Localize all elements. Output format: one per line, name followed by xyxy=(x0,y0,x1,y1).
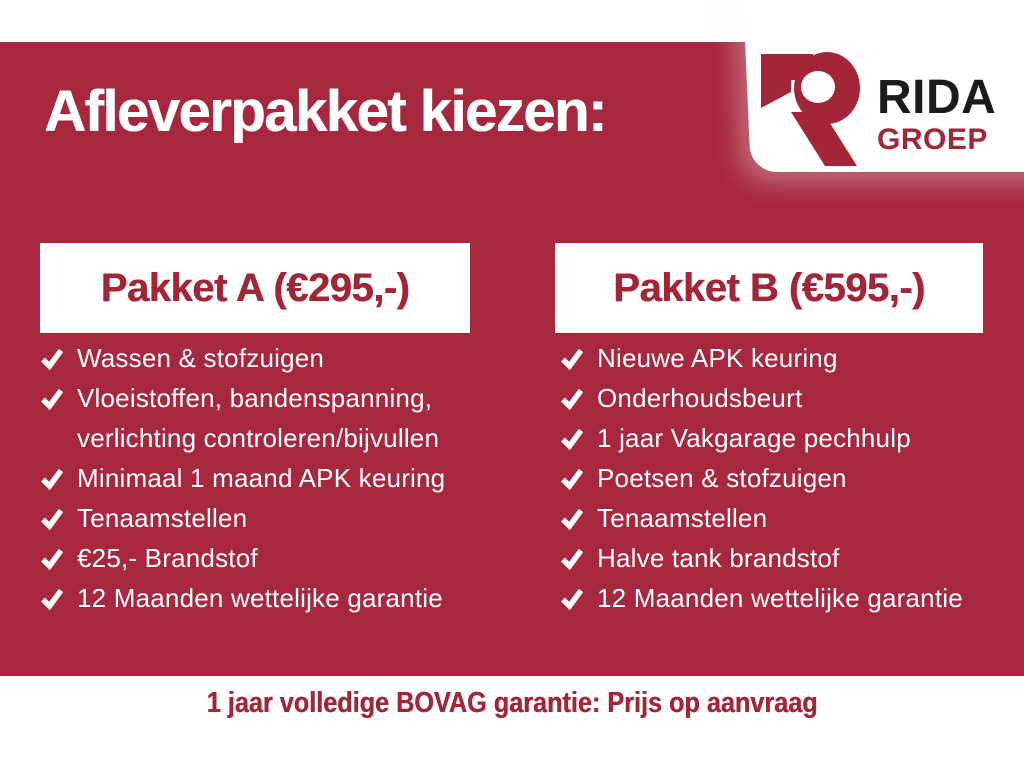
list-item-label: Nieuwe APK keuring xyxy=(597,343,838,373)
list-item xyxy=(560,498,992,538)
check-icon xyxy=(40,386,64,410)
check-icon xyxy=(560,546,584,570)
page-title: Afleverpakket kiezen: xyxy=(44,79,606,144)
brand-subname: GROEP xyxy=(877,123,988,156)
list-item xyxy=(40,458,475,498)
package-b-title: Pakket B (€595,-) xyxy=(613,265,925,310)
list-item-label: Tenaamstellen xyxy=(77,503,248,533)
list-item xyxy=(560,338,992,378)
list-item-label: Minimaal 1 maand APK keuring xyxy=(77,463,446,493)
check-icon xyxy=(40,546,64,570)
list-item xyxy=(560,578,992,618)
check-icon xyxy=(560,346,584,370)
list-item-label: 12 Maanden wettelijke garantie xyxy=(597,583,963,613)
list-item-label: 12 Maanden wettelijke garantie xyxy=(77,583,443,613)
rida-r-icon xyxy=(761,50,861,168)
package-a-header xyxy=(40,243,470,333)
list-item-label: €25,- Brandstof xyxy=(77,543,258,573)
list-item-label: Halve tank brandstof xyxy=(597,543,840,573)
check-icon xyxy=(40,466,64,490)
check-icon xyxy=(560,466,584,490)
brand-block xyxy=(877,71,997,156)
check-icon xyxy=(40,586,64,610)
footer-bar xyxy=(0,676,1024,768)
list-item-label: Tenaamstellen xyxy=(597,503,768,533)
check-icon xyxy=(40,506,64,530)
list-item xyxy=(560,418,992,458)
check-icon xyxy=(560,506,584,530)
list-item xyxy=(40,378,475,458)
check-icon xyxy=(560,386,584,410)
check-icon xyxy=(560,586,584,610)
package-a-title: Pakket A (€295,-) xyxy=(100,265,410,310)
list-item xyxy=(560,538,992,578)
check-icon xyxy=(560,426,584,450)
list-item xyxy=(40,578,475,618)
list-item-label: Wassen & stofzuigen xyxy=(77,343,325,373)
list-item xyxy=(40,338,475,378)
list-item xyxy=(40,538,475,578)
list-item-label: 1 jaar Vakgarage pechhulp xyxy=(597,423,911,453)
list-item-label: Onderhoudsbeurt xyxy=(597,383,803,413)
package-b-list xyxy=(560,338,992,618)
list-item-label: Vloeistoffen, bandenspanning, verlichting controleren/bijvullen xyxy=(77,383,440,453)
footer-note: 1 jaar volledige BOVAG garantie: Prijs op aanvraag xyxy=(206,687,818,719)
check-icon xyxy=(40,346,64,370)
list-item xyxy=(40,498,475,538)
brand-name: RIDA xyxy=(877,71,997,124)
list-item xyxy=(560,378,992,418)
list-item-label: Poetsen & stofzuigen xyxy=(597,463,847,493)
package-a-list xyxy=(40,338,475,618)
list-item xyxy=(560,458,992,498)
package-b-header xyxy=(555,243,983,333)
